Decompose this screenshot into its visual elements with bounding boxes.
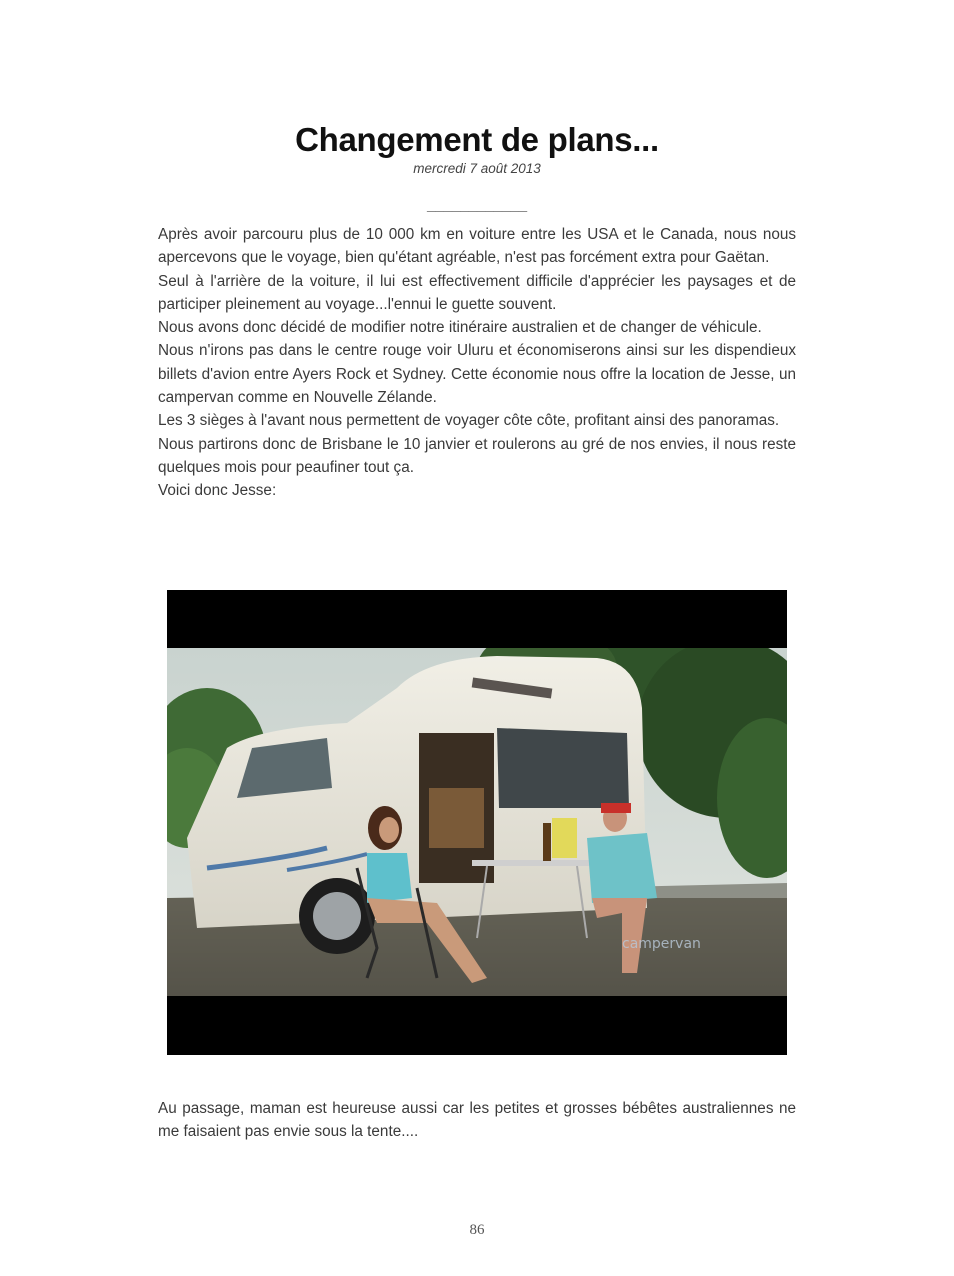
paragraph: Nous avons donc décidé de modifier notre itinéraire australien et de changer de véhicule.	[158, 319, 762, 337]
campervan-video-still	[167, 590, 787, 1055]
paragraph: Nous partirons donc de Brisbane le 10 janvier et roulerons au gré de nos envies, il nous reste quelques mois pour peaufiner tout ça.	[158, 435, 796, 476]
campervan-photo	[167, 648, 787, 996]
closing-paragraph: Au passage, maman est heureuse aussi car les petites et grosses bébêtes australiennes ne me faisaient pas envie sous la tente....	[158, 1100, 796, 1141]
paragraph: Nous n'irons pas dans le centre rouge voir Uluru et économiserons ainsi sur les dispendieux billets d'avion entre Ayers Rock et Sydney. Cette économie nous offre la location de Jesse, un campervan comme en Nouvelle Zélande.	[158, 342, 796, 407]
paragraph: Les 3 sièges à l'avant nous permettent de voyager côte côte, profitant ainsi des panoramas.	[158, 412, 780, 430]
paragraph: Voici donc Jesse:	[158, 482, 277, 500]
page-number: 86	[469, 1222, 485, 1238]
post-date: mercredi 7 août 2013	[413, 161, 541, 176]
post-body	[158, 223, 796, 503]
separator: ____________	[426, 197, 528, 214]
paragraph: Après avoir parcouru plus de 10 000 km en voiture entre les USA et le Canada, nous nous apercevons que le voyage, bien qu'étant agréable, n'est pas forcément extra pour Gaëtan.	[158, 226, 796, 267]
video-watermark: campervan	[622, 936, 701, 952]
paragraph: Seul à l'arrière de la voiture, il lui est effectivement difficile d'apprécier les paysages et de participer pleinement au voyage...l'ennui le guette souvent.	[158, 272, 796, 313]
page-title: Changement de plans...	[295, 121, 659, 158]
